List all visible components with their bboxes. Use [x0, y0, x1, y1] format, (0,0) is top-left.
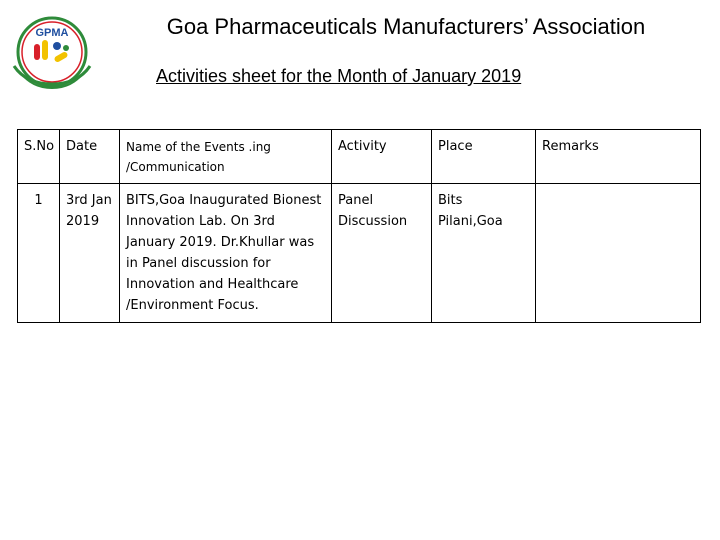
table-header-row [18, 130, 701, 184]
column-header-event-name: Name of the Events .ing /Communication [120, 130, 332, 184]
page-title: Goa Pharmaceuticals Manufacturers’ Association [166, 14, 646, 39]
cell-activity: Panel Discussion [332, 184, 432, 323]
column-header-sno: S.No [18, 130, 60, 184]
page-subtitle: Activities sheet for the Month of January 2019 [156, 66, 522, 86]
activities-table [17, 129, 701, 323]
column-header-remarks: Remarks [536, 130, 701, 184]
column-header-place: Place [432, 130, 536, 184]
column-header-activity: Activity [332, 130, 432, 184]
cell-date: 3rd Jan 2019 [60, 184, 120, 323]
table-row [18, 184, 701, 323]
cell-sno: 1 [18, 184, 60, 323]
cell-place: Bits Pilani,Goa [432, 184, 536, 323]
cell-remarks [536, 184, 701, 323]
cell-event-name: BITS,Goa Inaugurated Bionest Innovation Lab. On 3rd January 2019. Dr.Khullar was in Panel discussion for Innovation and Healthcare /Environment Focus. [120, 184, 332, 323]
logo-lettering: GPMA [35, 27, 69, 39]
column-header-date: Date [60, 130, 120, 184]
